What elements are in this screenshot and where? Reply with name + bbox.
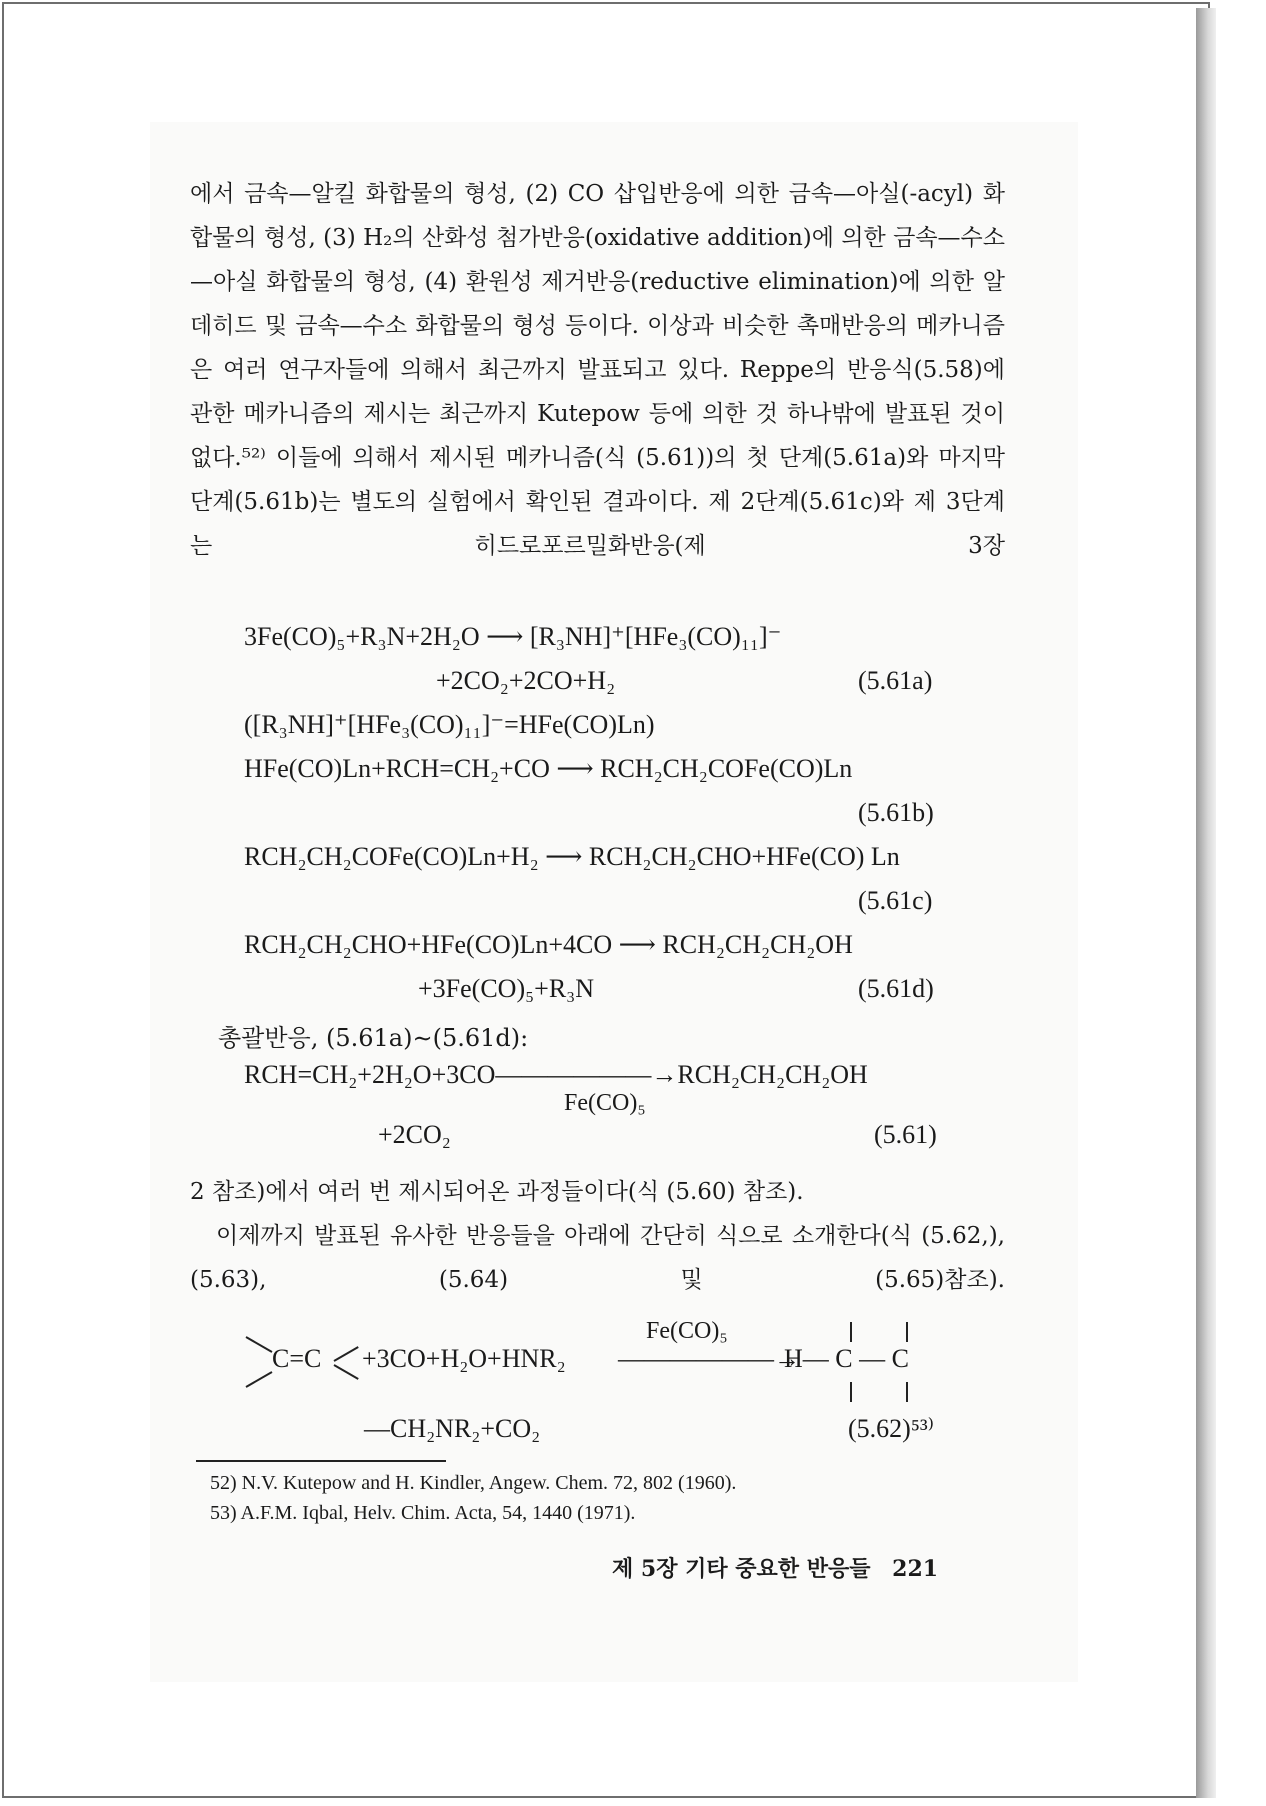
footnote-rule — [196, 1460, 446, 1462]
equation-number-5-61b: (5.61b) — [858, 798, 934, 827]
equation-definition: ([R₃NH]⁺[HFe₃(CO)₁₁]⁻=HFe(CO)Ln) — [244, 710, 655, 739]
equation-number-5-61: (5.61) — [874, 1120, 937, 1149]
equation-5-61a-line1: 3Fe(CO)₅+R₃N+2H₂O ⟶ [R₃NH]⁺[HFe₃(CO)₁₁]⁻ — [244, 622, 782, 651]
footnote-52: 52) N.V. Kutepow and H. Kindler, Angew. Chem. 72, 802 (1960). — [210, 1472, 737, 1494]
equation-5-61d-line1: RCH₂CH₂CHO+HFe(CO)Ln+4CO ⟶ RCH₂CH₂CH₂OH — [244, 930, 853, 959]
overall-reaction-line2: +2CO₂ — [378, 1120, 451, 1149]
overall-reaction-line1: RCH=CH₂+2H₂O+3CO——————→RCH₂CH₂CH₂OH — [244, 1060, 868, 1089]
overall-reaction-catalyst: Fe(CO)₅ — [564, 1090, 646, 1116]
body-paragraph-3: 이제까지 발표된 유사한 반응들을 아래에 간단히 식으로 소개한다(식 (5.62,), (5.63), (5.64) 및 (5.65)참조). — [190, 1223, 1005, 1293]
equation-5-61b-line1: HFe(CO)Ln+RCH=CH₂+CO ⟶ RCH₂CH₂COFe(CO)Ln — [244, 754, 853, 783]
equation-number-5-61a: (5.61a) — [858, 666, 933, 695]
equation-5-62-alkene: C=C — [272, 1344, 322, 1373]
equation-5-61a-line2: +2CO₂+2CO+H₂ — [436, 666, 616, 695]
page-edge-shadow — [1196, 8, 1216, 1798]
equation-number-5-62: (5.62)⁵³⁾ — [848, 1414, 935, 1443]
footer-chapter: 제 5장 기타 중요한 반응들 — [612, 1556, 871, 1582]
equation-5-62-reactants: +3CO+H₂O+HNR₂ — [362, 1344, 566, 1373]
equation-number-5-61c: (5.61c) — [858, 886, 933, 915]
equation-5-61c-line1: RCH₂CH₂COFe(CO)Ln+H₂ ⟶ RCH₂CH₂CHO+HFe(CO) Ln — [244, 842, 900, 871]
equation-5-62-arrow: ——————→ — [618, 1344, 800, 1373]
body-paragraph-1: 에서 금속—알킬 화합물의 형성, (2) CO 삽입반응에 의한 금속—아실(-acyl) 화합물의 형성, (3) H₂의 산화성 첨가반응(oxidative addition)에 의한 금속—수소—아실 화합물의 형성, (4) 환원성 제거반응(reductive elimination)에 의한 알데히드 및 금속—수소 화합물의 형성 등이다. 이상과 비슷한 촉매반응의 메카니즘은 여러 연구자들에 의해서 최근까지 발표되고 있다. Reppe의 반응식(5.58)에 관한 메카니즘의 제시는 최근까지 Kutepow 등에 의한 것 하나밖에 발표된 것이 없다.⁵²⁾ 이들에 의해서 제시된 메카니즘(식 (5.61))의 첫 단계(5.61a)와 마지막 단계(5.61b)는 별도의 실험에서 확인된 결과이다. 제 2단계(5.61c)와 제 3단계는 히드로포르밀화반응(제 3장 — [190, 181, 1005, 559]
overall-reaction-label: 총괄반응, (5.61a)∼(5.61d): — [218, 1024, 529, 1052]
page-number: 221 — [892, 1556, 939, 1582]
equation-number-5-61d: (5.61d) — [858, 974, 934, 1003]
footnote-53: 53) A.F.M. Iqbal, Helv. Chim. Acta, 54, 1440 (1971). — [210, 1502, 636, 1524]
equation-5-62-product: H— C — C — [784, 1344, 909, 1373]
running-footer — [612, 1552, 938, 1583]
equation-5-61d-line2: +3Fe(CO)₅+R₃N — [418, 974, 595, 1003]
body-paragraph-2: 2 참조)에서 여러 번 제시되어온 과정들이다(식 (5.60) 참조). — [190, 1179, 804, 1205]
equation-5-62-catalyst: Fe(CO)₅ — [646, 1318, 728, 1344]
equation-5-62-byproduct: —CH₂NR₂+CO₂ — [364, 1414, 541, 1443]
